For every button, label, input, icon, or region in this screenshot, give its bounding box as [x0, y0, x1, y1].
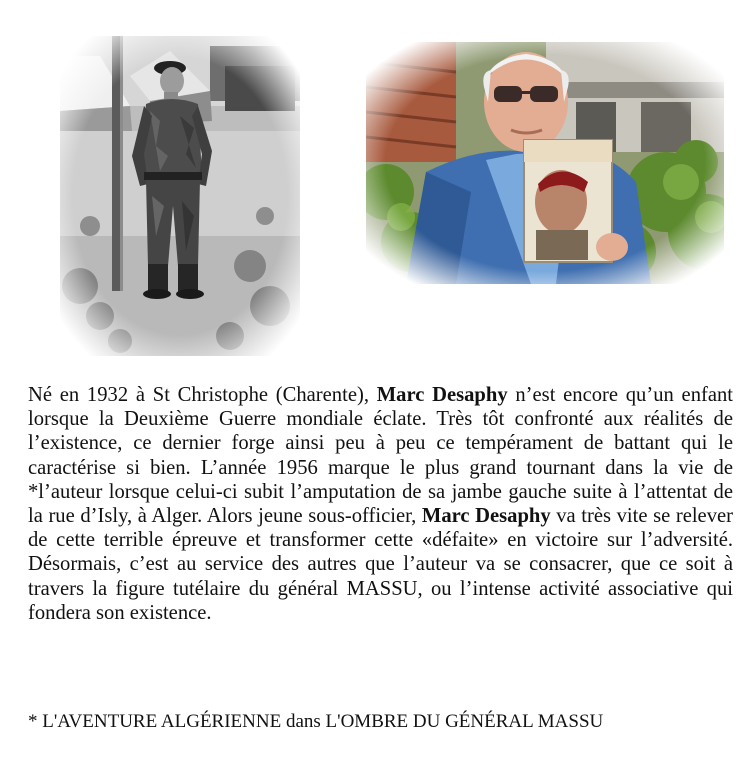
- bio-text-2: n’est encore qu’un enfant lorsque la Deuxième Guerre mondiale éclate. Très tôt confronté aux réalités de l’existence, ce dernier forge ainsi peu à peu ce tempérament de battant qui le caractérise si bien. L’année 1956 marque le plus grand tournant dans la vie de *l’auteur lorsque celui-ci subit l’amputation de sa jambe gauche suite à l’attentat de la rue d’Isly, à Alger. Alors jeune sous-officier,: [28, 384, 734, 528]
- soldier-photo: [60, 36, 300, 356]
- soldier-photo-graphic: [60, 36, 300, 356]
- author-name-1: Marc Desaphy: [376, 384, 508, 406]
- book-cover: [524, 140, 628, 262]
- footnote-text: L'AVENTURE ALGÉRIENNE dans L'OMBRE DU GÉNÉRAL MASSU: [37, 711, 604, 732]
- author-with-book-photo: [366, 42, 724, 284]
- footnote: [28, 710, 733, 734]
- author-photo-graphic: [366, 42, 724, 284]
- bio-text-3: va très vite se relever de cette terrible épreuve et transformer cette «défaite» en victoire sur l’adversité. Désormais, c’est au service des autres que l’auteur va se consacrer, que ce soit à travers la figure tutélaire du général MASSU, ou l’intense activité associative qui fondera son existence.: [28, 505, 733, 624]
- footnote-marker: *: [28, 711, 38, 732]
- author-name-2: Marc Desaphy: [421, 505, 551, 528]
- bio-paragraph: [28, 383, 733, 625]
- bio-text-1: Né en 1932 à St Christophe (Charente),: [28, 384, 377, 406]
